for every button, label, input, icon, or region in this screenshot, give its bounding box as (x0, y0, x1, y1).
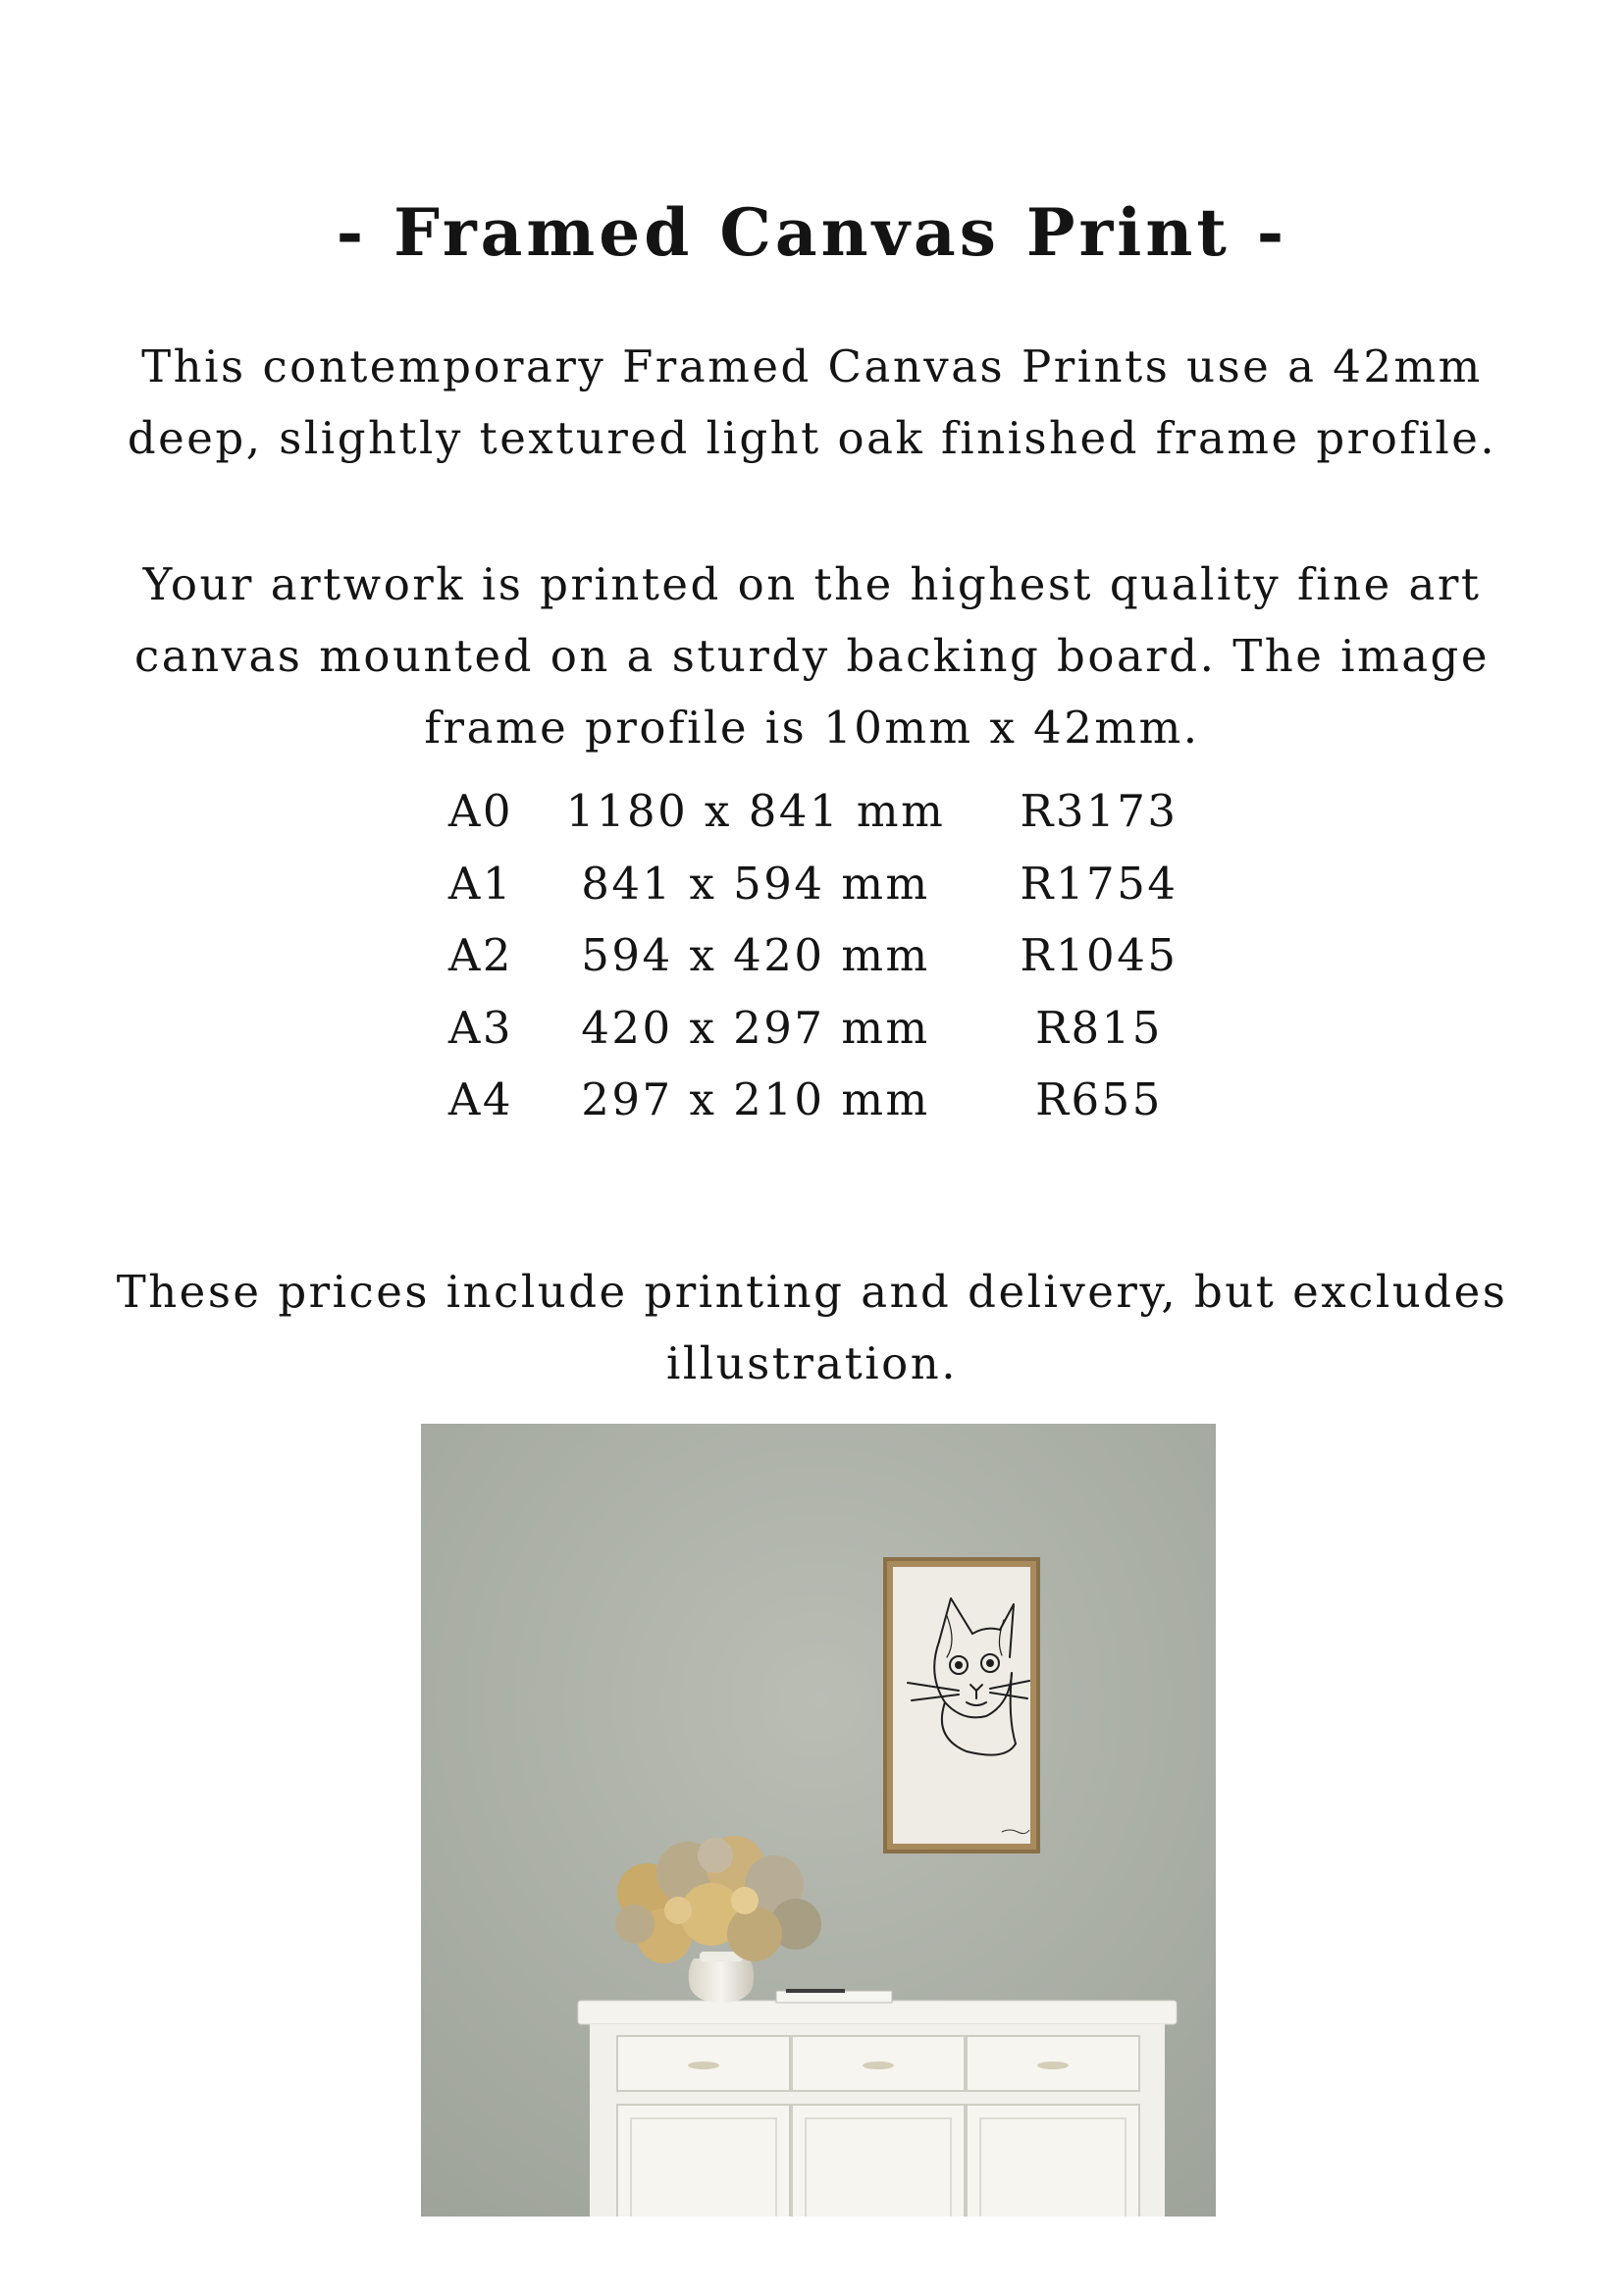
framed-cat-artwork (883, 1557, 1040, 1853)
white-cabinet (578, 2001, 1177, 2217)
size-name: A2 (447, 929, 514, 981)
size-dimensions: 1180 x 841 mm (565, 785, 946, 837)
size-row (0, 929, 1624, 1002)
size-price: R1754 (1020, 857, 1179, 910)
details-paragraph: Your artwork is printed on the highest quality fine art canvas mounted on a sturdy backing board. The image frame profile is 10mm x 42mm. (134, 558, 1490, 754)
size-row (0, 1002, 1624, 1074)
size-name: A3 (447, 1001, 514, 1054)
room-mockup-photo (421, 1424, 1216, 2217)
size-dimensions: 420 x 297 mm (581, 1001, 930, 1054)
size-row (0, 785, 1624, 858)
size-price: R655 (1035, 1073, 1163, 1125)
page-title: - Framed Canvas Print - (336, 194, 1288, 272)
size-dimensions: 841 x 594 mm (581, 857, 930, 910)
size-name: A1 (447, 857, 514, 910)
intro-paragraph: This contemporary Framed Canvas Prints use a 42mm deep, slightly textured light oak finished frame profile. (127, 340, 1497, 464)
size-dimensions: 594 x 420 mm (581, 929, 930, 981)
size-row (0, 858, 1624, 930)
size-row (0, 1073, 1624, 1146)
size-dimensions: 297 x 210 mm (581, 1073, 930, 1125)
pricing-note: These prices include printing and delivery, but excludes illustration. (116, 1266, 1508, 1389)
size-price: R1045 (1020, 929, 1179, 981)
size-price-list (0, 785, 1624, 1146)
size-name: A0 (447, 785, 514, 837)
book (776, 1989, 892, 2003)
size-price: R815 (1035, 1001, 1163, 1054)
size-name: A4 (447, 1073, 514, 1125)
size-price: R3173 (1020, 785, 1179, 837)
